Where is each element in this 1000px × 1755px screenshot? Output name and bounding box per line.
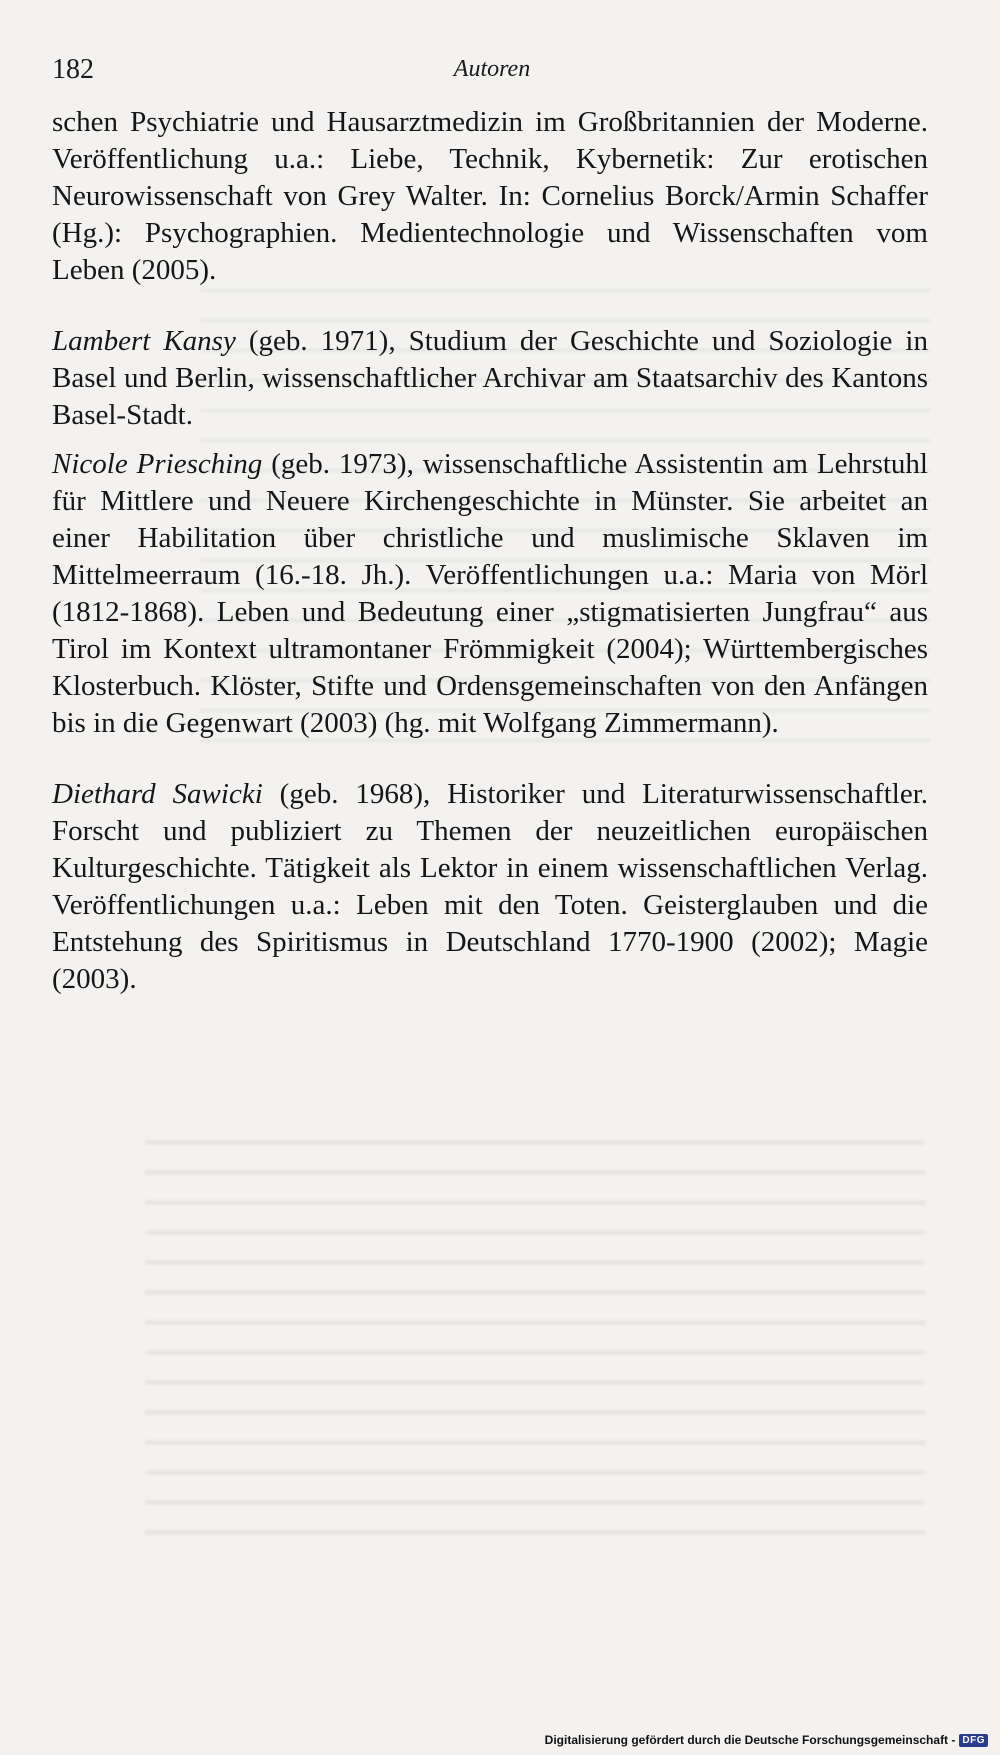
author-name: Diethard Sawicki	[52, 778, 263, 810]
running-title: Autoren	[453, 56, 531, 82]
author-entry-priesching	[52, 446, 928, 742]
entry-continuation	[52, 104, 928, 289]
author-entry-kansy	[52, 323, 928, 434]
author-entries	[52, 104, 928, 998]
digitization-credit	[545, 1733, 988, 1747]
author-name: Nicole Priesching	[52, 448, 263, 480]
page-header	[52, 54, 932, 94]
dfg-logo-icon: DFG	[959, 1734, 988, 1747]
show-through-text-lower	[145, 1125, 925, 1545]
entry-text: (geb. 1968), Historiker und Literaturwissenschaftler. Forscht und publiziert zu Themen der neuzeitlichen europäischen Kulturgeschichte. Tätigkeit als Lektor in einem wissenschaftlichen Verlag. Veröffentlichungen u.a.: Leben mit den Toten. Geisterglauben und die Entstehung des Spiritismus in Deutschland 1770-1900 (2002); Magie (2003).	[52, 778, 928, 995]
author-name: Lambert Kansy	[52, 325, 236, 357]
entry-text: schen Psychiatrie und Hausarztmedizin im Großbritannien der Moderne. Veröffentlichung u.a.: Liebe, Technik, Kybernetik: Zur erotischen Neurowissenschaft von Grey Walter. In: Cornelius Borck/Armin Schaffer (Hg.): Psychographien. Medientechnologie und Wissenschaften vom Leben (2005).	[52, 106, 928, 286]
credit-text: Digitalisierung gefördert durch die Deutsche Forschungsgemeinschaft -	[544, 1733, 956, 1747]
page-number: 182	[52, 54, 94, 85]
entry-text: (geb. 1973), wissenschaftliche Assistentin am Lehrstuhl für Mittlere und Neuere Kirchengeschichte in Münster. Sie arbeitet an einer Habilitation über christliche und muslimische Sklaven im Mittelmeerraum (16.-18. Jh.). Veröffentlichungen u.a.: Maria von Mörl (1812-1868). Leben und Bedeutung einer „stigmatisierten Jungfrau“ aus Tirol im Kontext ultramontaner Frömmigkeit (2004); Württembergisches Klosterbuch. Klöster, Stifte und Ordensgemeinschaften von den Anfängen bis in die Gegenwart (2003) (hg. mit Wolfgang Zimmermann).	[52, 448, 928, 739]
entry-text: (geb. 1971), Studium der Geschichte und Soziologie in Basel und Berlin, wissenschaftlicher Archivar am Staatsarchiv des Kantons Basel-Stadt.	[52, 325, 928, 431]
author-entry-sawicki	[52, 776, 928, 998]
